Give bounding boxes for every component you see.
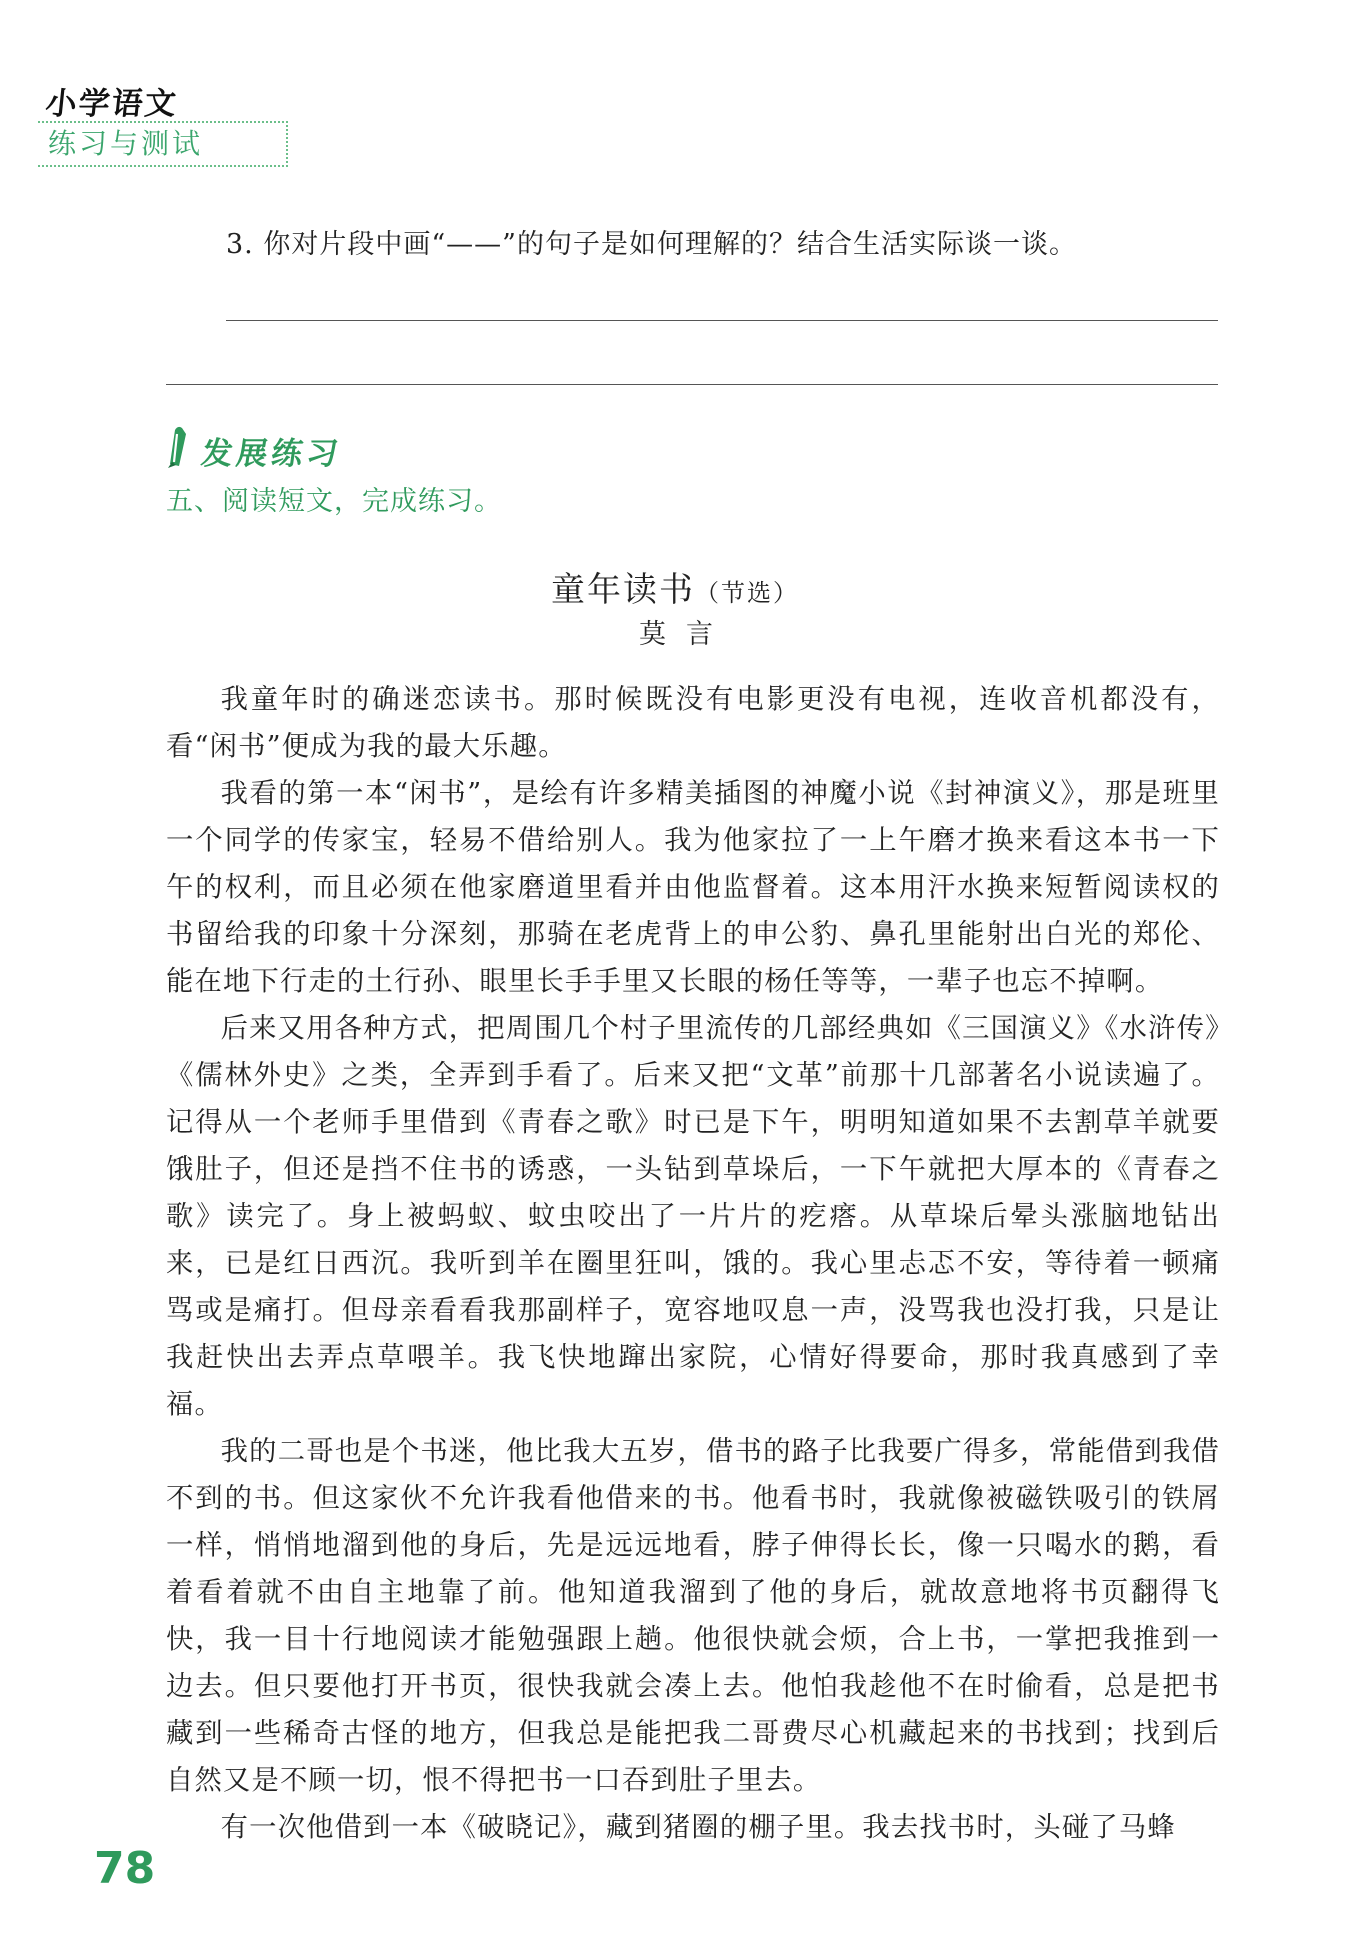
paragraph: 我童年时的确迷恋读书。那时候既没有电影更没有电视，连收音机都没有，看“闲书”便成为我的最大乐趣。 xyxy=(166,684,1220,762)
book-title: 练习与测试 xyxy=(38,121,288,167)
article-title-text: 童年读书 xyxy=(551,570,695,610)
article-body xyxy=(166,676,1220,1851)
page-number: 78 xyxy=(94,1843,156,1894)
paragraph: 我的二哥也是个书迷，他比我大五岁，借书的路子比我要广得多，常能借到我借不到的书。但这家伙不允许我看他借来的书。他看书时，我就像被磁铁吸引的铁屑一样，悄悄地溜到他的身后，先是远远地看，脖子伸得长长，像一只喝水的鹅，看着看着就不由自主地靠了前。他知道我溜到了他的身后，就故意地将书页翻得飞快，我一目十行地阅读才能勉强跟上趟。他很快就会烦，合上书，一掌把我推到一边去。但只要他打开书页，很快我就会凑上去。他怕我趁他不在时偷看，总是把书藏到一些稀奇古怪的地方，但我总是能把我二哥费尽心机藏起来的书找到；找到后自然又是不顾一切，恨不得把书一口吞到肚子里去。 xyxy=(166,1436,1220,1796)
paragraph: 有一次他借到一本《破晓记》，藏到猪圈的棚子里。我去找书时，头碰了马蜂 xyxy=(220,1812,1176,1843)
series-title: 小学语文 xyxy=(43,86,180,122)
answer-line-1 xyxy=(226,320,1218,321)
paragraph: 后来又用各种方式，把周围几个村子里流传的几部经典如《三国演义》《水浒传》《儒林外史》之类，全弄到手看了。后来又把“文革”前那十几部著名小说读遍了。记得从一个老师手里借到《青春之歌》时已是下午，明明知道如果不去割草羊就要饿肚子，但还是挡不住书的诱惑，一头钻到草垛后，一下午就把大厚本的《青春之歌》读完了。身上被蚂蚁、蚊虫咬出了一片片的疙瘩。从草垛后晕头涨脑地钻出来，已是红日西沉。我听到羊在圈里狂叫，饿的。我心里忐忑不安，等待着一顿痛骂或是痛打。但母亲看看我那副样子，宽容地叹息一声，没骂我也没打我，只是让我赶快出去弄点草喂羊。我飞快地蹿出家院，心情好得要命，那时我真感到了幸福。 xyxy=(166,1013,1220,1420)
paragraph: 我看的第一本“闲书”，是绘有许多精美插图的神魔小说《封神演义》，那是班里一个同学的传家宝，轻易不借给别人。我为他家拉了一上午磨才换来看这本书一下午的权利，而且必须在他家磨道里看并由他监督着。这本用汗水换来短暂阅读权的书留给我的印象十分深刻，那骑在老虎背上的申公豹、鼻孔里能射出白光的郑伦、能在地下行走的土行孙、眼里长手手里又长眼的杨任等等，一辈子也忘不掉啊。 xyxy=(166,778,1220,997)
article-author: 莫言 xyxy=(639,619,733,650)
answer-line-2 xyxy=(166,384,1218,385)
section-instruction: 五、阅读短文，完成练习。 xyxy=(166,486,502,517)
pen-icon xyxy=(166,424,190,470)
question-3: 3. 你对片段中画“——”的句子是如何理解的？结合生活实际谈一谈。 xyxy=(226,229,1077,260)
section-title: 发展练习 xyxy=(198,436,345,472)
article-title xyxy=(0,562,1350,611)
article-title-note: （节选） xyxy=(695,579,799,607)
